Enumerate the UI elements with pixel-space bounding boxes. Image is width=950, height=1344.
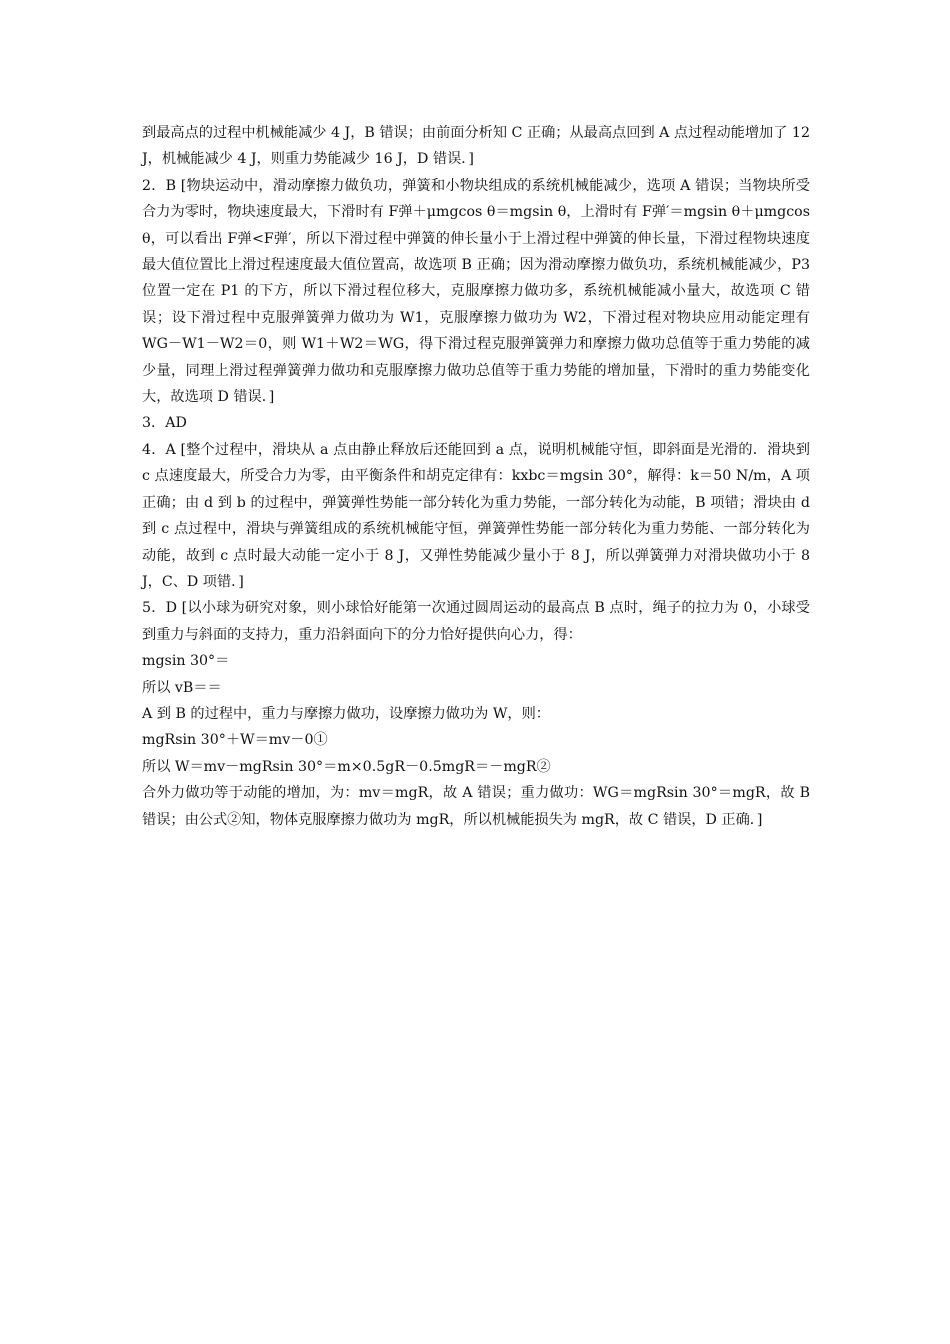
- answer-2: 2．B [物块运动中，滑动摩擦力做负功，弹簧和小物块组成的系统机械能减少，选项 A 错误；当物块所受合力为零时，物块速度最大，下滑时有 F弹＋μmgcos θ＝mgsin θ，上滑时有 F弹′＝mgsin θ＋μmgcos θ，可以看出 F弹<F弹′，所以下滑过程中弹簧的伸长量小于上滑过程中弹簧的伸长量，下滑过程物块速度最大值位置比上滑过程速度最大值位置高，故选项 B 正确；因为滑动摩擦力做负功，系统机械能减少，P3 位置一定在 P1 的下方，所以下滑过程位移大，克服摩擦力做功多，系统机械能减小量大，故选项 C 错误；设下滑过程中克服弹簧弹力做功为 W1，克服摩擦力做功为 W2，下滑过程对物块应用动能定理有 WG－W1－W2＝0，则 W1＋W2＝WG，得下滑过程克服弹簧弹力和摩擦力做功总值等于重力势能的减少量，同理上滑过程弹簧弹力做功和克服摩擦力做功总值等于重力势能的增加量，下滑时的重力势能变化大，故选项 D 错误．]: [142, 177, 810, 406]
- equation-line: 所以 vB＝＝: [142, 679, 222, 696]
- answer-5-intro: 5．D [以小球为研究对象，则小球恰好能第一次通过圆周运动的最高点 B 点时，绳子的拉力为 0，小球受到重力与斜面的支持力，重力沿斜面向下的分力恰好提供向心力，得：: [142, 600, 810, 643]
- paragraph-continuation: 到最高点的过程中机械能减少 4 J，B 错误；由前面分析知 C 正确；从最高点回到 A 点过程动能增加了 12 J，机械能减少 4 J，则重力势能减少 16 J，D 错误．]: [142, 125, 810, 168]
- equation-line: mgRsin 30°＋W＝mv－0①: [142, 732, 328, 749]
- conclusion-line: 合外力做功等于动能的增加，为：mv＝mgR，故 A 错误；重力做功：WG＝mgRsin 30°＝mgR，故 B 错误；由公式②知，物体克服摩擦力做功为 mgR，所以机械能损失为 mgR，故 C 错误，D 正确．]: [142, 785, 810, 828]
- text-line: A 到 B 的过程中，重力与摩擦力做功，设摩擦力做功为 W，则：: [142, 705, 550, 722]
- equation-line: mgsin 30°＝: [142, 653, 230, 670]
- answer-text-block: [142, 120, 810, 833]
- answer-3: 3．AD: [142, 415, 187, 432]
- equation-line: 所以 W＝mv－mgRsin 30°＝m×0.5gR－0.5mgR＝－mgR②: [142, 758, 551, 775]
- answer-4: 4．A [整个过程中，滑块从 a 点由静止释放后还能回到 a 点，说明机械能守恒，即斜面是光滑的．滑块到 c 点速度最大，所受合力为零，由平衡条件和胡克定律有：kxbc＝mgsin 30°，解得：k＝50 N/m，A 项正确；由 d 到 b 的过程中，弹簧弹性势能一部分转化为重力势能，一部分转化为动能，B 项错；滑块由 d 到 c 点过程中，滑块与弹簧组成的系统机械能守恒，弹簧弹性势能一部分转化为重力势能、一部分转化为动能，故到 c 点时最大动能一定小于 8 J，又弹性势能减少量小于 8 J，所以弹簧弹力对滑块做功小于 8 J，C、D 项错．]: [142, 441, 810, 590]
